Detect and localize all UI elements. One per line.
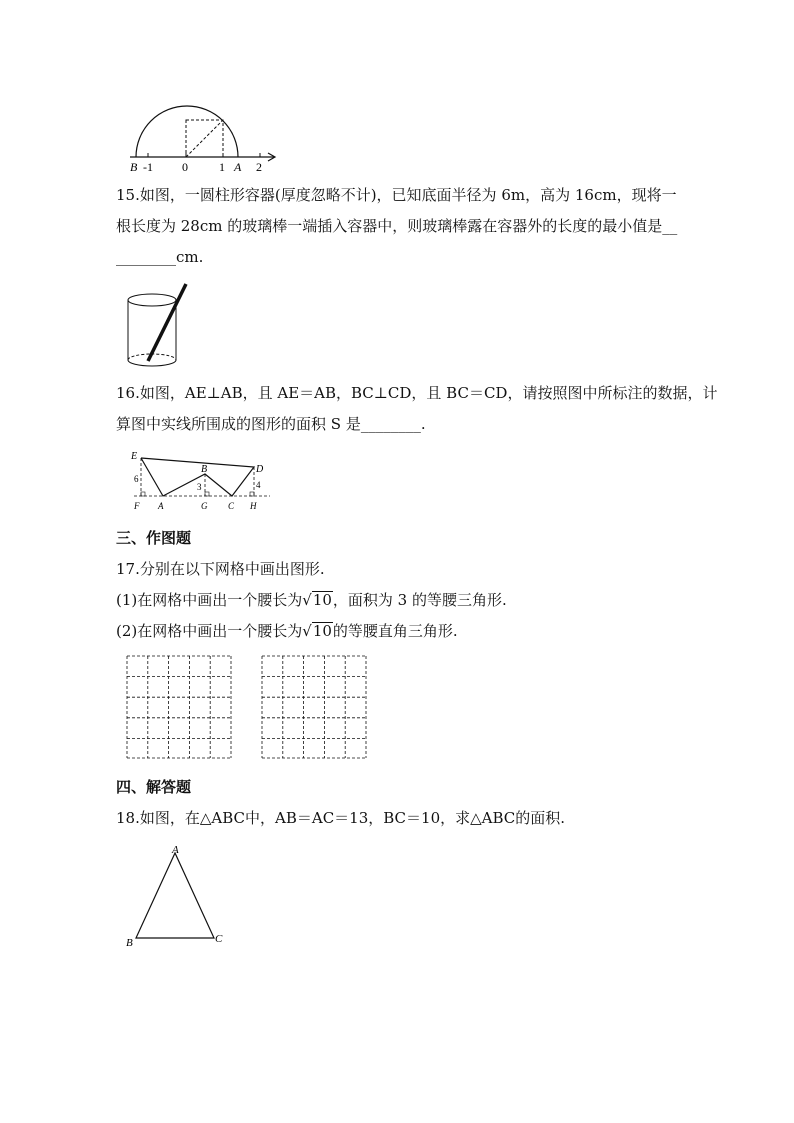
triangle-figure: [122, 842, 232, 952]
vertex-B: B: [126, 937, 133, 949]
svg-text:C: C: [228, 501, 235, 511]
q17-part2: (2)在网格中画出一个腰长为√10的等腰直角三角形.: [116, 622, 458, 640]
q18-text: 18.如图，在△ABC中，AB＝AC＝13，BC＝10，求△ABC的面积.: [116, 809, 566, 827]
square-diagonal: [186, 120, 223, 157]
svg-text:D: D: [256, 464, 264, 475]
svg-text:B: B: [201, 464, 208, 475]
svg-text:H: H: [250, 501, 257, 511]
section-4-heading: 四、解答题: [116, 778, 192, 796]
svg-text:E: E: [131, 451, 138, 462]
q17-part1: (1)在网格中画出一个腰长为√10，面积为 3 的等腰三角形.: [116, 591, 507, 609]
label-A: A: [234, 160, 242, 174]
svg-text:A: A: [158, 501, 164, 511]
grid-left: [125, 654, 233, 760]
label-neg1: -1: [143, 160, 153, 174]
section-3-heading: 三、作图题: [116, 529, 192, 547]
q15-line2: 根长度为 28cm 的玻璃棒一端插入容器中，则玻璃棒露在容器外的长度的最小值是__: [116, 217, 678, 235]
q16-line2: 算图中实线所围成的图形的面积 S 是________.: [116, 415, 426, 433]
vertex-A: A: [172, 844, 179, 856]
numberline-figure: [118, 95, 288, 175]
q15-line1: 15.如图，一圆柱形容器(厚度忽略不计)，已知底面半径为 6m，高为 16cm，现将一: [116, 186, 677, 204]
svg-text:6: 6: [134, 474, 139, 484]
label-1: 1: [219, 160, 225, 174]
label-0: 0: [182, 160, 188, 174]
label-B: B: [130, 160, 138, 174]
svg-text:F: F: [134, 501, 140, 511]
q15-line3: ________cm.: [116, 248, 204, 266]
svg-text:G: G: [201, 501, 208, 511]
svg-text:4: 4: [256, 480, 261, 490]
label-2: 2: [256, 160, 262, 174]
svg-text:3: 3: [197, 482, 202, 492]
grid-right: [260, 654, 368, 760]
q16-figure: [126, 448, 272, 514]
cylinder-figure: [122, 282, 192, 372]
q16-line1: 16.如图，AE⊥AB，且 AE＝AB，BC⊥CD，且 BC＝CD，请按照图中所标注的数据，计: [116, 384, 718, 402]
q17-intro: 17.分别在以下网格中画出图形.: [116, 560, 325, 578]
vertex-C: C: [215, 933, 223, 945]
